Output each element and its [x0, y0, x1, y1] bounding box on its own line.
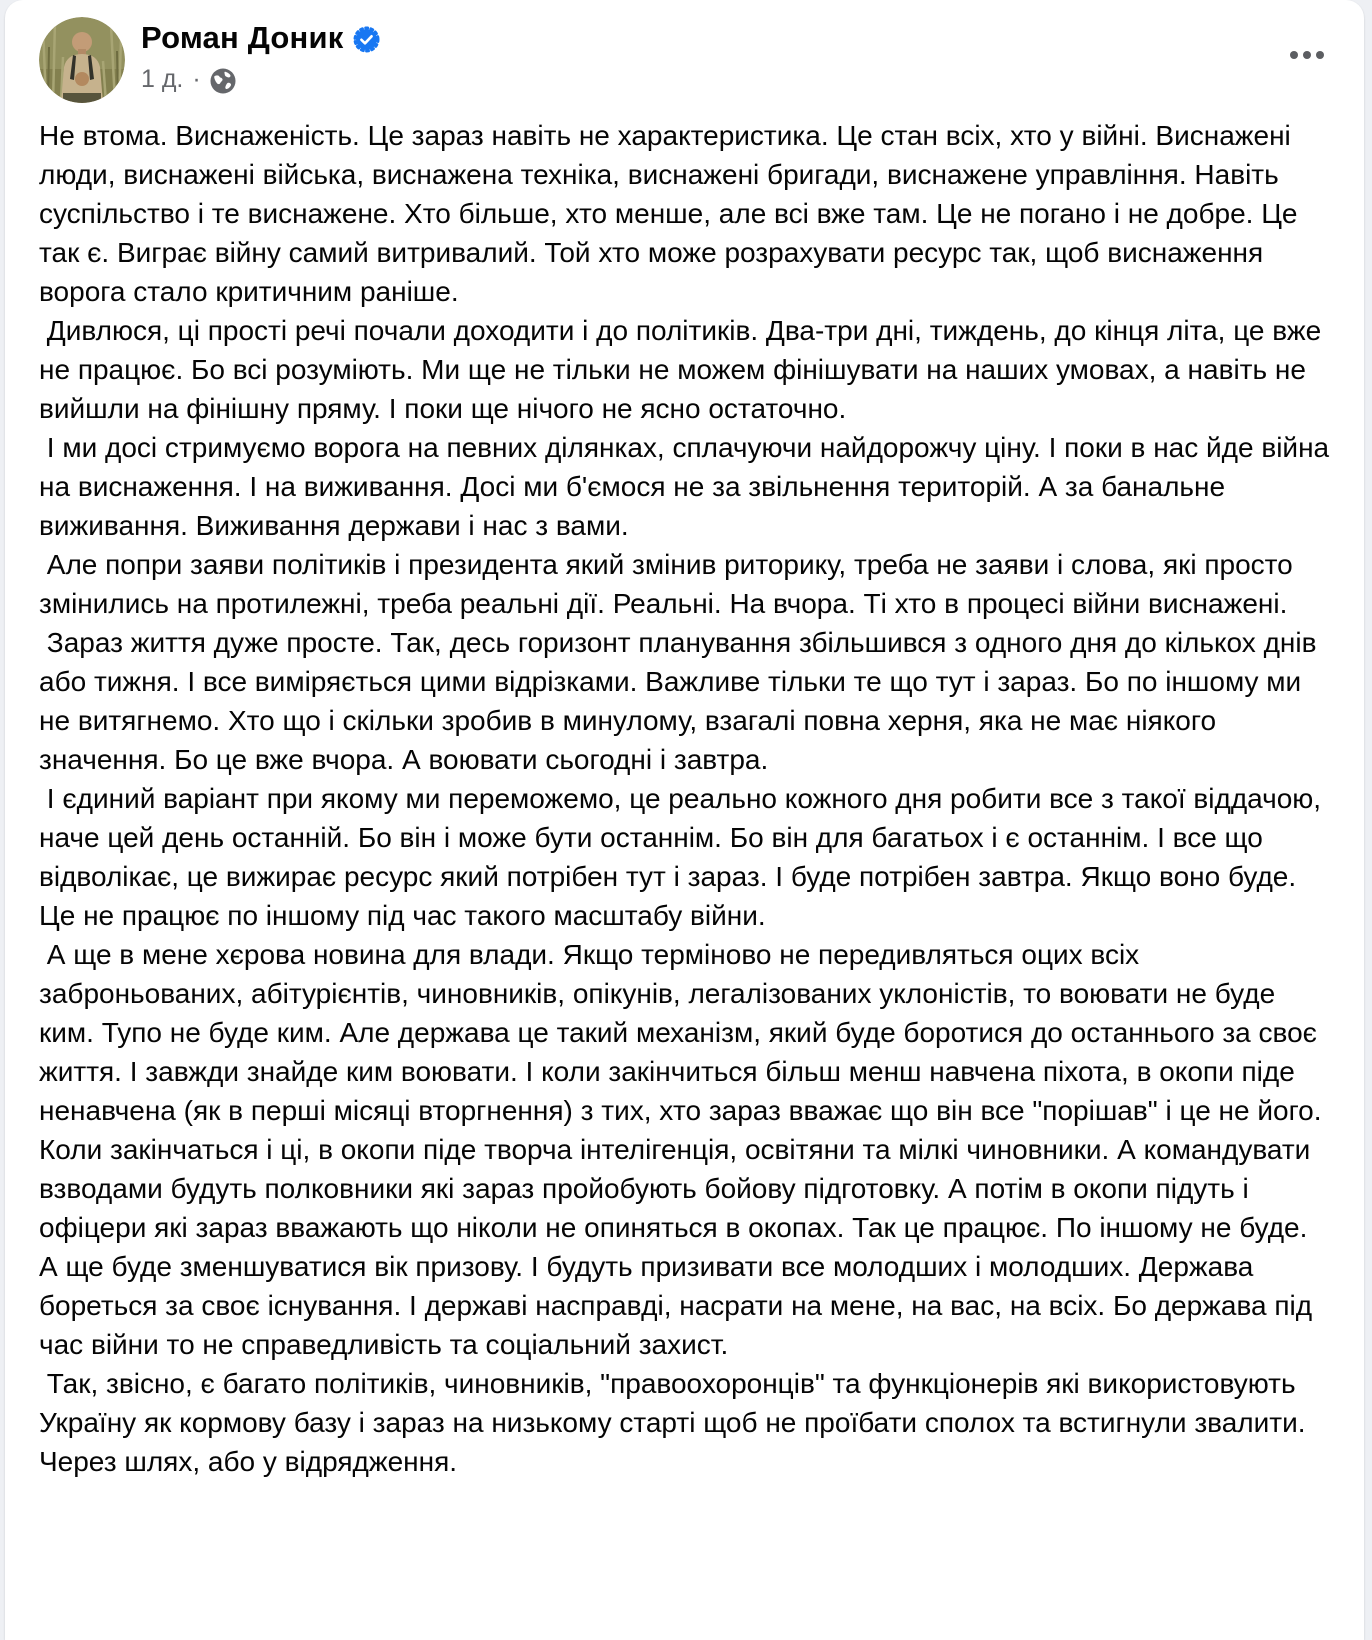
author-name[interactable]: Роман Доник	[141, 20, 344, 55]
post-paragraph: Так, звісно, є багато політиків, чиновників, "правоохоронців" та функціонерів які використовують Україну як кормову базу і зараз на низькому старті щоб не проїбати сполох та встигнули звалити. Через шлях, або у відрядження.	[39, 1368, 1314, 1477]
profile-photo-man-in-field	[39, 17, 125, 103]
post-meta-block	[141, 17, 380, 94]
ellipsis-icon	[1290, 51, 1298, 59]
verified-badge-icon	[353, 26, 380, 53]
globe-public-icon	[210, 68, 236, 94]
post-paragraph: Не втома. Виснаженість. Це зараз навіть не характеристика. Це стан всіх, хто у війні. Виснажені люди, виснажені війська, виснажена техніка, виснажені бригади, виснажене управління. Навіть суспільство і те виснажене. Хто більше, хто менше, але всі вже там. Це не погано і не добре. Це так є. Виграє війну самий витривалий. Той хто може розрахувати ресурс так, щоб виснаження ворога стало критичним раніше.	[39, 120, 1306, 307]
post-paragraph: Дивлюся, ці прості речі почали доходити і до політиків. Два-три дні, тиждень, до кінця літа, це вже не працює. Бо всі розуміють. Ми ще не тільки не можем фінішувати на наших умовах, а навіть не вийшли на фінішну пряму. І поки ще нічого не ясно остаточно.	[39, 315, 1329, 424]
meta-separator: ·	[192, 65, 201, 93]
meta-row	[141, 65, 380, 94]
post-card	[5, 0, 1364, 1640]
post-header	[5, 0, 1364, 103]
post-text	[5, 103, 1364, 1481]
post-paragraph: І єдиний варіант при якому ми переможемо, це реально кожного дня робити все з такої віддачою, наче цей день останній. Бо він і може бути останнім. Бо він для багатьох і є останнім. І все що відволікає, це вижирає ресурс який потрібен тут і зараз. І буде потрібен завтра. Якщо воно буде. Це не працює по іншому під час такого масштабу війни.	[39, 783, 1329, 931]
post-paragraph: І ми досі стримуємо ворога на певних ділянках, сплачуючи найдорожчу ціну. І поки в нас йде війна на виснаження. І на виживання. Досі ми б'ємося не за звільнення територій. А за банальне виживання. Виживання держави і нас з вами.	[39, 432, 1337, 541]
post-paragraph: Зараз життя дуже просте. Так, десь горизонт планування збільшився з одного дня до кількох днів або тижня. І все виміряється цими відрізками. Важливе тільки те що тут і зараз. Бо по іншому ми не витягнемо. Хто що і скільки зробив в минулому, взагалі повна херня, яка не має ніякого значення. Бо це вже вчора. А воювати сьогодні і завтра.	[39, 627, 1325, 775]
timestamp[interactable]: 1 д.	[141, 65, 184, 93]
post-options-button[interactable]	[1280, 41, 1334, 69]
avatar[interactable]	[39, 17, 125, 103]
post-paragraph: Але попри заяви політиків і президента який змінив риторику, треба не заяви і слова, які просто змінились на протилежні, треба реальні дії. Реальні. На вчора. Ті хто в процесі війни виснажені.	[39, 549, 1301, 619]
post-paragraph: А ще в мене хєрова новина для влади. Якщо терміново не передивляться оцих всіх заброньованих, абітурієнтів, чиновників, опікунів, легалізованих уклоністів, то воювати не буде ким. Тупо не буде ким. Але держава це такий механізм, який буде боротися до останнього за своє життя. І завжди знайде ким воювати. І коли закінчиться більш менш навчена піхота, в окопи піде ненавчена (як в перші місяці вторгнення) з тих, хто зараз вважає що він все "порішав" і це не його. Коли закінчаться і ці, в окопи піде творча інтелігенція, освітяни та мілкі чиновники. А командувати взводами будуть полковники які зараз пройобують бойову підготовку. А потім в окопи підуть і офіцери які зараз вважають що ніколи не опиняться в окопах. Так це працює. По іншому не буде. А ще буде зменшуватися вік призову. І будуть призивати все молодших і молодших. Держава бореться за своє існування. І державі насправді, насрати на мене, на вас, на всіх. Бо держава під час війни то не справедливість та соціальний захист.	[39, 939, 1330, 1360]
